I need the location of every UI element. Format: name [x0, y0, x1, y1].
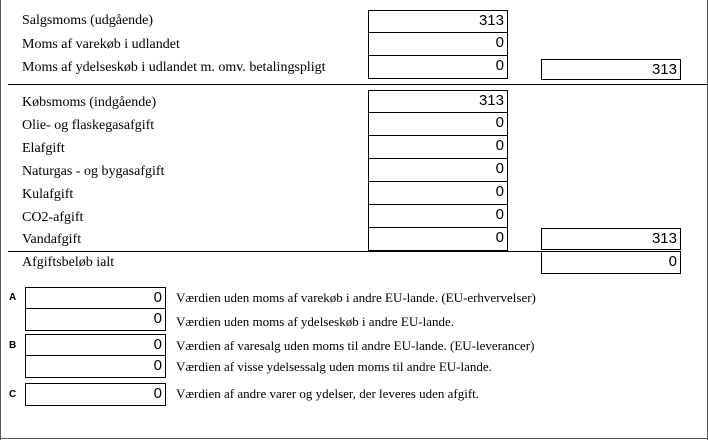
frame-bottom-border: [0, 438, 708, 439]
natural-gas-duty-field[interactable]: 0: [368, 159, 508, 182]
sales-vat-label: Salgsmoms (udgående): [22, 13, 154, 28]
section-c-letter: C: [9, 389, 17, 400]
row-divider: [8, 251, 541, 252]
purchase-vat-total-field[interactable]: 313: [541, 228, 681, 250]
section-b-letter: B: [9, 340, 17, 351]
eu-services-sales-field[interactable]: 0: [25, 356, 166, 378]
oil-gas-duty-label: Olie- og flaskegasafgift: [22, 118, 155, 133]
eu-goods-purchase-desc: Værdien uden moms af varekøb i andre EU-lande. (EU-erhvervelser): [176, 290, 536, 305]
eu-services-purchase-field[interactable]: 0: [25, 309, 166, 331]
section-divider: [8, 84, 708, 85]
eu-goods-purchase-field[interactable]: 0: [25, 287, 166, 309]
duty-total-field[interactable]: 0: [541, 251, 681, 274]
section-a-letter: A: [9, 292, 17, 303]
frame-left-border: [0, 0, 1, 440]
eu-services-sales-desc: Værdien af visse ydelsessalg uden moms til andre EU-lande.: [176, 359, 492, 374]
exempt-supplies-field[interactable]: 0: [25, 383, 166, 406]
duty-total-label: Afgiftsbeløb ialt: [22, 255, 115, 270]
electricity-duty-field[interactable]: 0: [368, 136, 508, 159]
oil-gas-duty-field[interactable]: 0: [368, 113, 508, 136]
foreign-services-vat-label: Moms af ydelseskøb i udlandet m. omv. betalingspligt: [22, 60, 326, 75]
sales-vat-total-field[interactable]: 313: [541, 59, 681, 80]
eu-services-purchase-desc: Værdien uden moms af ydelseskøb i andre EU-lande.: [176, 314, 454, 329]
electricity-duty-label: Elafgift: [22, 141, 65, 156]
foreign-goods-vat-field[interactable]: 0: [368, 33, 508, 56]
exempt-supplies-desc: Værdien af andre varer og ydelser, der leveres uden afgift.: [176, 386, 480, 401]
purchase-vat-label: Købsmoms (indgående): [22, 95, 157, 110]
co2-duty-label: CO2-afgift: [22, 210, 84, 225]
coal-duty-field[interactable]: 0: [368, 182, 508, 205]
water-duty-field[interactable]: 0: [368, 228, 508, 251]
foreign-services-vat-field[interactable]: 0: [368, 56, 508, 79]
eu-goods-sales-desc: Værdien af varesalg uden moms til andre EU-lande. (EU-leverancer): [176, 338, 535, 353]
water-duty-label: Vandafgift: [22, 232, 82, 247]
co2-duty-field[interactable]: 0: [368, 205, 508, 228]
coal-duty-label: Kulafgift: [22, 187, 74, 202]
foreign-goods-vat-label: Moms af varekøb i udlandet: [22, 37, 180, 52]
eu-goods-sales-field[interactable]: 0: [25, 334, 166, 356]
purchase-vat-field[interactable]: 313: [368, 90, 508, 113]
sales-vat-field[interactable]: 313: [368, 10, 508, 33]
natural-gas-duty-label: Naturgas - og bygasafgift: [22, 164, 165, 179]
